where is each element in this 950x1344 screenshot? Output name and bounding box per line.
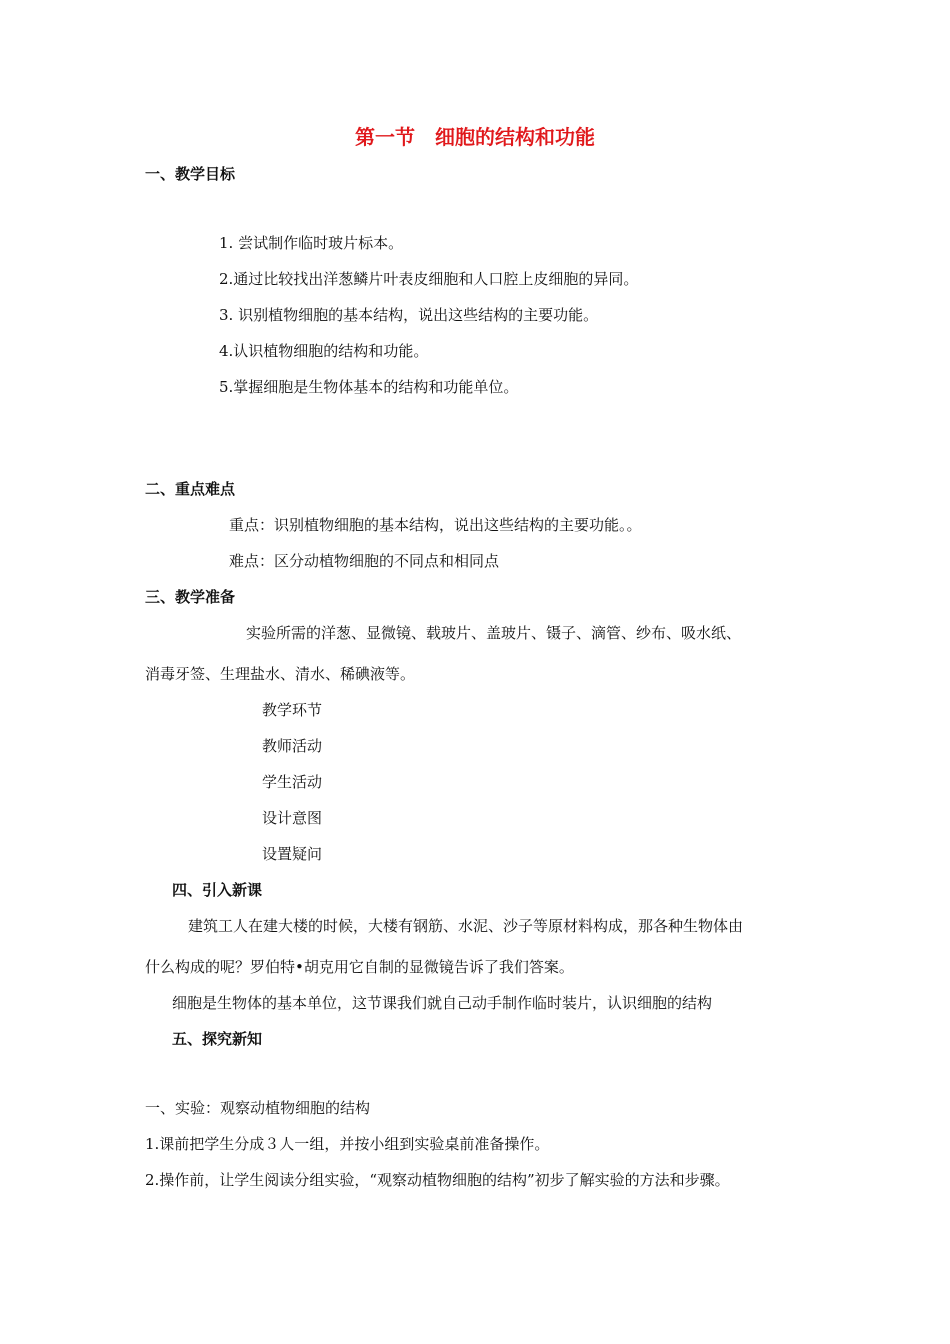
table-header-cell: 学生活动 <box>262 773 323 791</box>
section-heading-key-points: 二、重点难点 <box>145 480 236 498</box>
experiment-step: 2.操作前，让学生阅读分组实验，“观察动植物细胞的结构”初步了解实验的方法和步骤。 <box>145 1171 730 1189</box>
table-header-cell: 设置疑问 <box>262 845 323 863</box>
introduction-paragraph: 什么构成的呢？罗伯特•胡克用它自制的显微镜告诉了我们答案。 <box>145 958 574 976</box>
section-heading-introduction: 四、引入新课 <box>172 881 263 899</box>
section-heading-objectives: 一、教学目标 <box>145 165 236 183</box>
preparation-text: 消毒牙签、生理盐水、清水、稀碘液等。 <box>145 665 416 683</box>
page-title: 第一节 细胞的结构和功能 <box>355 125 595 149</box>
section-heading-preparation: 三、教学准备 <box>145 588 236 606</box>
difficult-point-text: 难点：区分动植物细胞的不同点和相同点 <box>229 552 500 570</box>
section-heading-exploration: 五、探究新知 <box>172 1030 263 1048</box>
table-header-cell: 教学环节 <box>262 701 323 719</box>
introduction-paragraph: 建筑工人在建大楼的时候，大楼有钢筋、水泥、沙子等原材料构成，那各种生物体由 <box>188 917 744 935</box>
objective-item: 5.掌握细胞是生物体基本的结构和功能单位。 <box>219 378 519 396</box>
key-point-text: 重点：识别植物细胞的基本结构，说出这些结构的主要功能。。 <box>229 516 642 534</box>
objective-item: 1. 尝试制作临时玻片标本。 <box>219 234 404 252</box>
introduction-paragraph: 细胞是生物体的基本单位，这节课我们就自己动手制作临时装片，认识细胞的结构 <box>172 994 713 1012</box>
objective-item: 4.认识植物细胞的结构和功能。 <box>219 342 429 360</box>
table-header-cell: 教师活动 <box>262 737 323 755</box>
objective-item: 2.通过比较找出洋葱鳞片叶表皮细胞和人口腔上皮细胞的异同。 <box>219 270 639 288</box>
preparation-text: 实验所需的洋葱、显微镜、载玻片、盖玻片、镊子、滴管、纱布、吸水纸、 <box>246 624 742 642</box>
experiment-step: 1.课前把学生分成３人一组，并按小组到实验桌前准备操作。 <box>145 1135 550 1153</box>
experiment-heading: 一、实验：观察动植物细胞的结构 <box>145 1099 371 1117</box>
objective-item: 3. 识别植物细胞的基本结构，说出这些结构的主要功能。 <box>219 306 599 324</box>
table-header-cell: 设计意图 <box>262 809 323 827</box>
